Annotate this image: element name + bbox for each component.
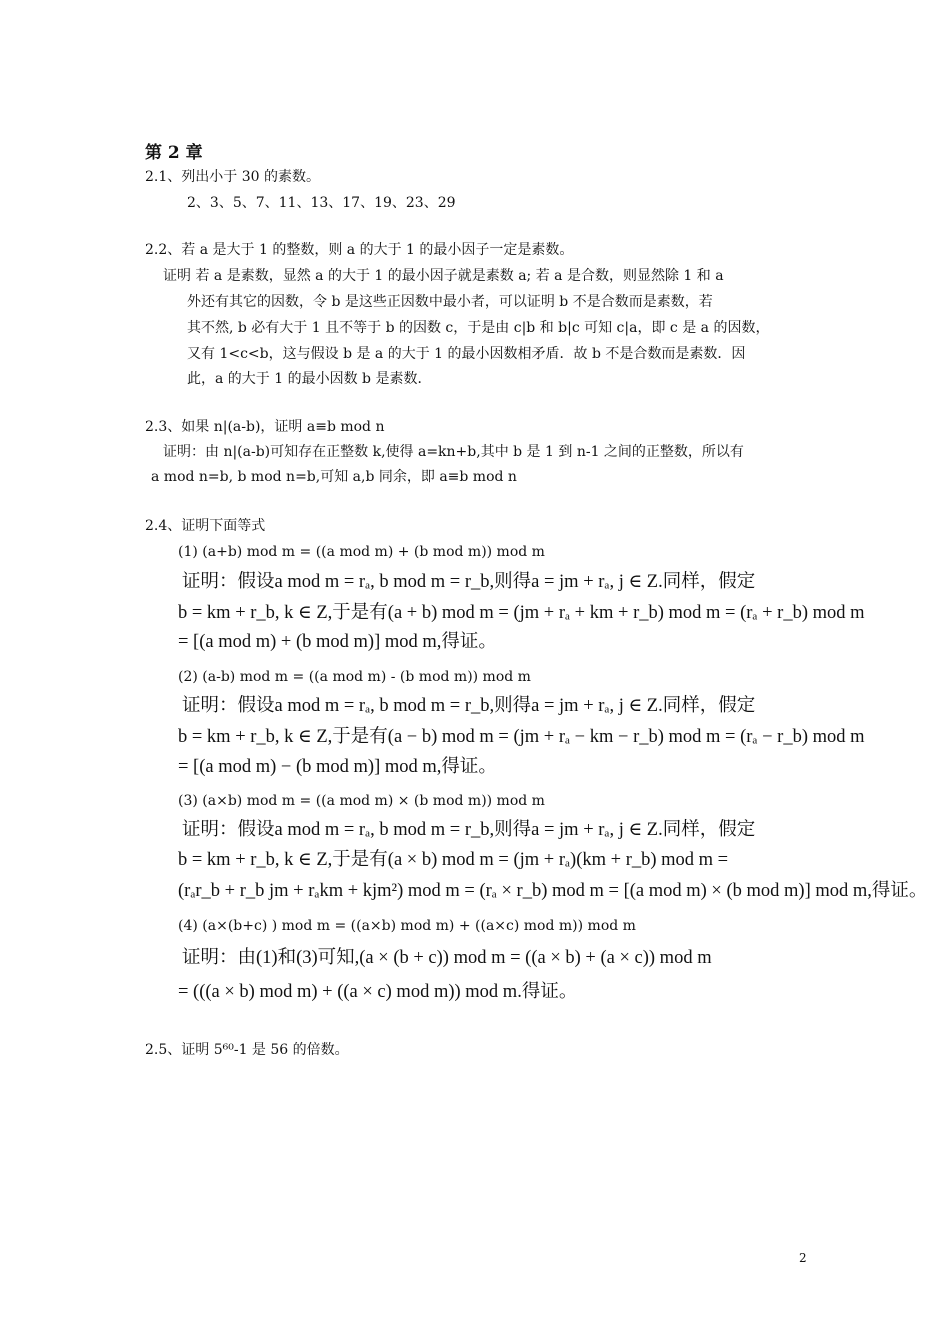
chapter-title: 第 2 章 bbox=[145, 143, 203, 163]
math-1-line-3: = [(a mod m) + (b mod m)] mod m,得证。 bbox=[178, 632, 497, 652]
math-1-line-2: b = km + r_b, k ∈ Z,于是有(a + b) mod m = (jm + rₐ + km + r_b) mod m = (rₐ + r_b) mod m bbox=[178, 603, 865, 623]
statement-2: (2) (a-b) mod m = ((a mod m) - (b mod m)) mod m bbox=[178, 669, 531, 685]
question-2-1: 2.1、列出小于 30 的素数。 bbox=[145, 169, 320, 185]
math-4-line-2: = (((a × b) mod m) + ((a × c) mod m)) mod m.得证。 bbox=[178, 982, 578, 1002]
math-3-line-2: b = km + r_b, k ∈ Z,于是有(a × b) mod m = (jm + rₐ)(km + r_b) mod m = bbox=[178, 850, 729, 870]
math-3-line-1: 证明：假设a mod m = rₐ, b mod m = r_b,则得a = jm + rₐ, j ∈ Z.同样，假定 bbox=[182, 820, 756, 840]
math-3-line-3: (rₐr_b + r_b jm + rₐkm + kjm²) mod m = (rₐ × r_b) mod m = [(a mod m) × (b mod m)] mod m,得证。 bbox=[178, 881, 928, 901]
statement-4: (4) (a×(b+c) ) mod m = ((a×b) mod m) + ((a×c) mod m)) mod m bbox=[178, 918, 636, 934]
proof-2-2-line-5: 此，a 的大于 1 的最小因数 b 是素数． bbox=[187, 371, 432, 387]
proof-2-2-line-1: 证明 若 a 是素数，显然 a 的大于 1 的最小因子就是素数 a; 若 a 是合数，则显然除 1 和 a bbox=[163, 268, 724, 284]
question-2-4: 2.4、证明下面等式 bbox=[145, 518, 266, 534]
math-2-line-1: 证明：假设a mod m = rₐ, b mod m = r_b,则得a = jm + rₐ, j ∈ Z.同样，假定 bbox=[182, 696, 756, 716]
question-2-2: 2.2、若 a 是大于 1 的整数，则 a 的大于 1 的最小因子一定是素数。 bbox=[145, 242, 574, 258]
math-2-line-3: = [(a mod m) − (b mod m)] mod m,得证。 bbox=[178, 757, 497, 777]
proof-2-2-line-2: 外还有其它的因数，令 b 是这些正因数中最小者，可以证明 b 不是合数而是素数，若 bbox=[187, 294, 713, 310]
math-4-line-1: 证明：由(1)和(3)可知,(a × (b + c)) mod m = ((a × b) + (a × c)) mod m bbox=[182, 948, 712, 968]
math-1-line-1: 证明：假设a mod m = rₐ, b mod m = r_b,则得a = jm + rₐ, j ∈ Z.同样，假定 bbox=[182, 572, 756, 592]
proof-2-3-line-2: a mod n=b, b mod n=b,可知 a,b 同余，即 a≡b mod n bbox=[151, 469, 517, 485]
page-number: 2 bbox=[799, 1251, 807, 1265]
proof-2-2-line-3: 其不然, b 必有大于 1 且不等于 b 的因数 c，于是由 c|b 和 b|c 可知 c|a，即 c 是 a 的因数， bbox=[187, 320, 770, 336]
proof-2-2-line-4: 又有 1<c<b，这与假设 b 是 a 的大于 1 的最小因数相矛盾．故 b 不是合数而是素数．因 bbox=[187, 346, 746, 362]
statement-1: (1) (a+b) mod m = ((a mod m) + (b mod m)) mod m bbox=[178, 544, 545, 560]
proof-2-3-line-1: 证明：由 n|(a-b)可知存在正整数 k,使得 a=kn+b,其中 b 是 1 到 n-1 之间的正整数，所以有 bbox=[163, 444, 744, 460]
answer-2-1: 2、3、5、7、11、13、17、19、23、29 bbox=[187, 195, 456, 211]
math-2-line-2: b = km + r_b, k ∈ Z,于是有(a − b) mod m = (jm + rₐ − km − r_b) mod m = (rₐ − r_b) mod m bbox=[178, 727, 865, 747]
question-2-5: 2.5、证明 5⁶⁰-1 是 56 的倍数。 bbox=[145, 1042, 349, 1058]
statement-3: (3) (a×b) mod m = ((a mod m) × (b mod m)) mod m bbox=[178, 793, 545, 809]
question-2-3: 2.3、如果 n|(a-b)，证明 a≡b mod n bbox=[145, 419, 385, 435]
